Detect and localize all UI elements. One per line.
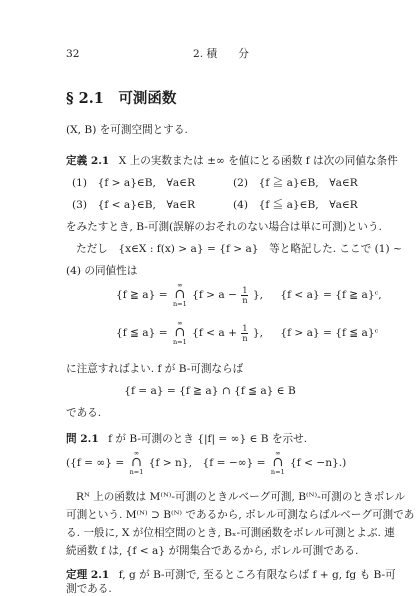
theorem-line-2: 測である.: [66, 583, 112, 595]
intersection-symbol: ∞ ∩ n=1: [129, 449, 144, 476]
condition-1: (1) {f > a}∈B, ∀a∈R: [72, 177, 196, 189]
remark-text: に注意すればよい. f が B-可測ならば: [66, 363, 244, 375]
question-text: f が B-可測のとき {|f| = ∞} ∈ B を示せ.: [108, 433, 308, 445]
equation-1: {f ≧ a} = ∞ ∩ n=1 {f > a − $\frac{1}{n}$ }, {f < a} = {f ≧ a}ᶜ,: [116, 281, 382, 308]
remark-end: である.: [66, 407, 102, 419]
theorem-line-1: [66, 568, 396, 582]
intersection-symbol: ∞ ∩ n=1: [270, 449, 285, 476]
condition-4: (4) {f ≦ a}∈B, ∀a∈R: [233, 199, 358, 211]
page-number: 32: [66, 48, 80, 60]
fraction: $\frac{1}{n}$: [242, 323, 248, 343]
paragraph-line-4: 続函数 f は, {f < a} が開集合であるから, ボレル可測である.: [66, 545, 359, 557]
definition-text: X 上の実数または ±∞ を値にとる函数 f は次の同値な条件: [118, 155, 398, 167]
definition-after: をみたすとき, B-可測(誤解のおそれのない場合は単に可測)という.: [66, 221, 382, 233]
definition-note-1: ただし {x∈X : f(x) > a} = {f > a} 等と略記した. ここで (1) ~: [76, 243, 402, 255]
definition-label: 定義 2.1: [66, 155, 110, 167]
intersection-symbol: ∞ ∩ n=1: [172, 281, 187, 308]
theorem-label: 定理 2.1: [66, 569, 110, 581]
intersection-symbol: ∞ ∩ n=1: [172, 319, 187, 346]
intro-text: (X, B) を可測空間とする.: [66, 124, 188, 136]
paragraph-line-3: る. 一般に, X が位相空間のとき, Bₓ-可測函数をボレル可測とよぶ. 連: [66, 527, 395, 539]
fraction: $\frac{1}{n}$: [242, 285, 248, 305]
equation-2: {f ≦ a} = ∞ ∩ n=1 {f < a + $\frac{1}{n}$ }, {f > a} = {f ≦ a}ᶜ: [116, 319, 379, 346]
question-hint: ({f = ∞} = ∞ ∩ n=1 {f > n}, {f = −∞} = ∞ ∩ n=1 {f < −n}.): [66, 449, 347, 476]
question-label: 問 2.1: [66, 433, 99, 445]
section-title: § 2.1 可測函数: [66, 90, 177, 107]
theorem-text: f, g が B-可測で, 至るところ有限ならば f + g, fg も B-可: [118, 569, 396, 581]
definition-note-2: (4) の同値性は: [66, 265, 138, 277]
paragraph-line-2: 可測という. M⁽ᴺ⁾ ⊃ B⁽ᴺ⁾ であるから, ボレル可測ならばルベーグ可測であ: [66, 509, 415, 521]
condition-2: (2) {f ≧ a}∈B, ∀a∈R: [233, 177, 358, 189]
condition-3: (3) {f < a}∈B, ∀a∈R: [72, 199, 196, 211]
paragraph-line-1: Rᴺ 上の函数は M⁽ᴺ⁾-可測のときルベーグ可測, B⁽ᴺ⁾-可測のときボレル: [76, 491, 406, 503]
chapter-title: 2. 積 分: [193, 48, 249, 60]
equation-3: {f = a} = {f ≧ a} ∩ {f ≦ a} ∈ B: [124, 385, 296, 397]
definition-line: [66, 154, 398, 168]
question-line: [66, 432, 307, 446]
